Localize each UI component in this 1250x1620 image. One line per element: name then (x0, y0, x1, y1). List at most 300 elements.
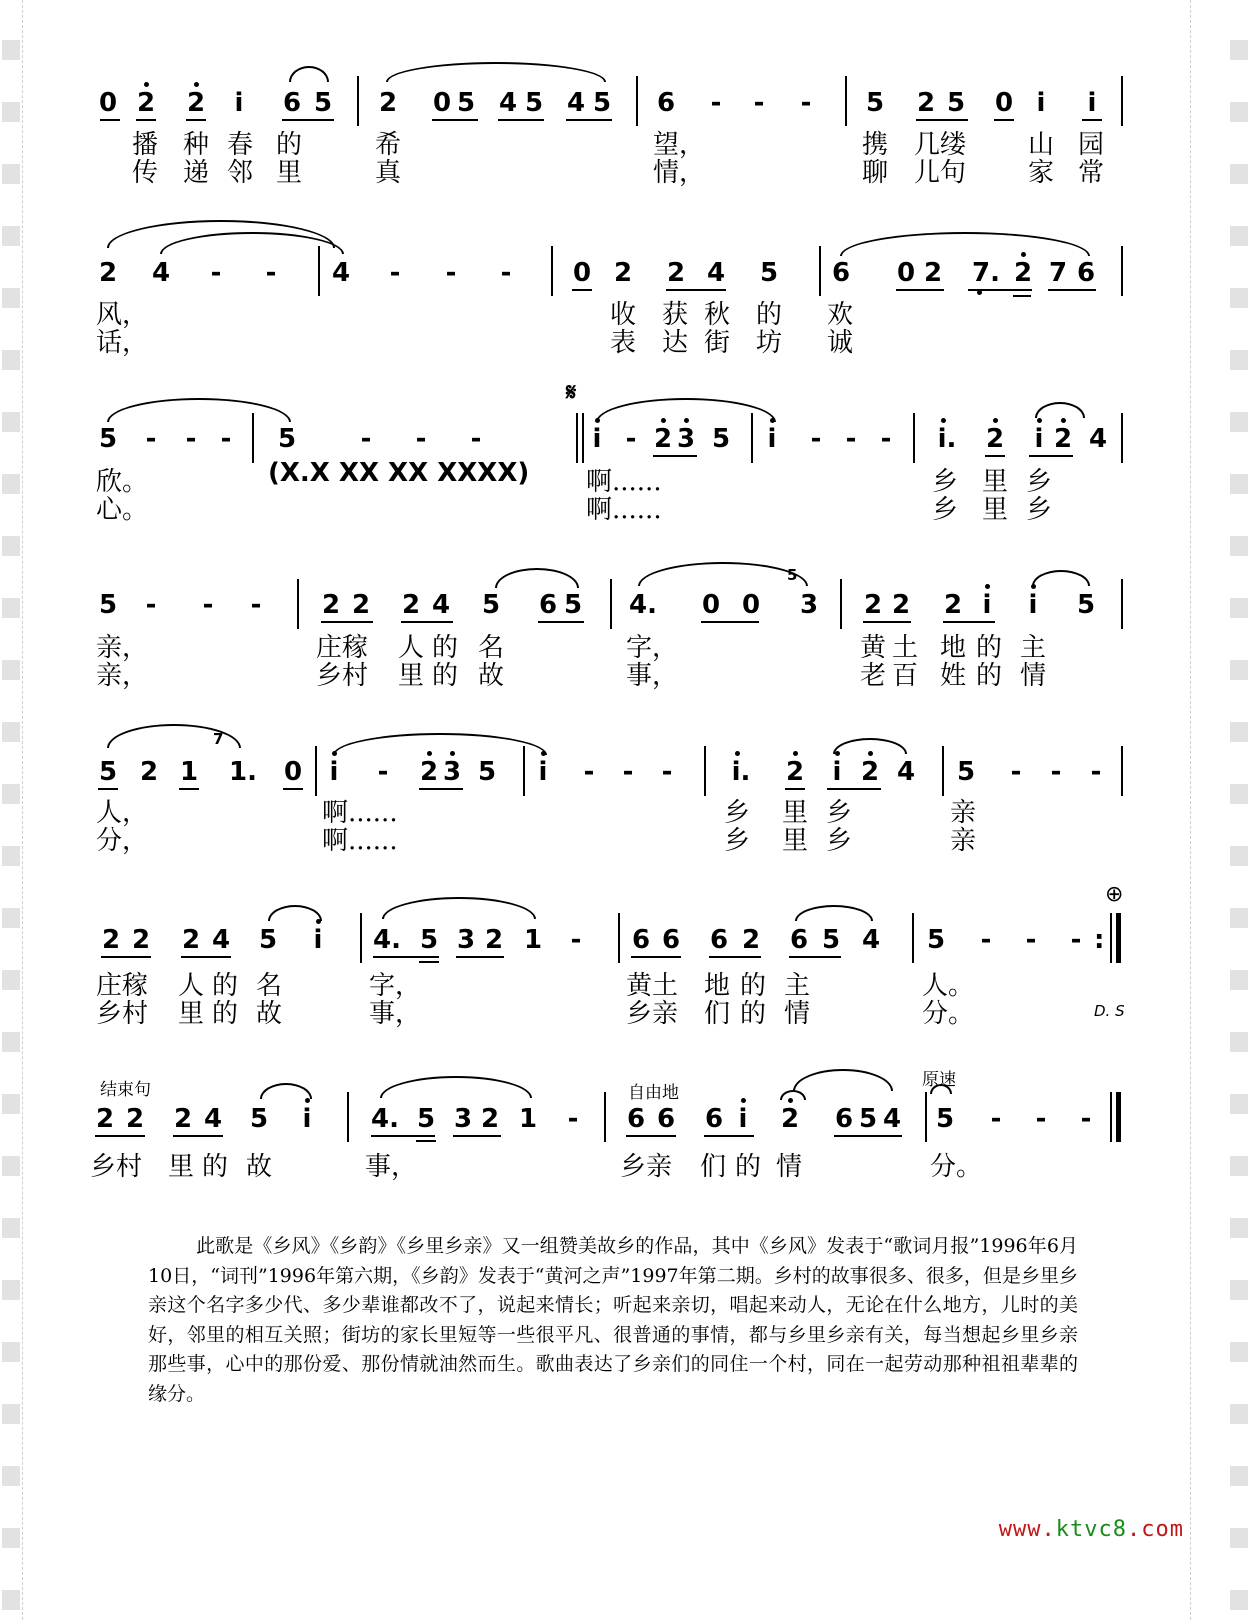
lyric: 邻 (227, 158, 254, 188)
site-watermark: www.ktvc8.com (998, 1517, 1184, 1542)
slur (793, 1069, 893, 1091)
note: 2 (125, 1104, 145, 1134)
lyric: 乡 (724, 826, 751, 856)
lyric: 里 (782, 798, 809, 828)
note: 1 (179, 757, 199, 787)
lyric: 情 (776, 1152, 803, 1182)
barline (347, 1092, 349, 1142)
note: i (1022, 590, 1044, 620)
barline (925, 1092, 927, 1142)
slur (268, 905, 322, 921)
note: i (586, 424, 608, 454)
lyric: 种 (183, 130, 210, 160)
note: 0 (741, 590, 761, 620)
lyric: 的 (976, 661, 1003, 691)
note: - (145, 424, 157, 454)
note: 5 (98, 590, 118, 620)
note: 5 (419, 925, 439, 955)
lyric: 里 (982, 467, 1009, 497)
note: 4 (1088, 424, 1108, 454)
slur (107, 398, 291, 422)
note: 5 (592, 88, 612, 118)
note: 2 (613, 258, 633, 288)
lyric: 乡村 (96, 999, 149, 1029)
note: 4 (498, 88, 518, 118)
fermata-icon (780, 1090, 806, 1100)
note: 6 (831, 258, 851, 288)
lyric: 山 (1028, 130, 1055, 160)
barline (704, 746, 706, 796)
note: 5 (277, 424, 297, 454)
lyric: 心。 (96, 495, 149, 525)
lyric: 街 (704, 328, 731, 358)
note: 6 (704, 1104, 724, 1134)
lyric: 字， (369, 971, 422, 1001)
lyric: 啊...... (322, 798, 398, 828)
slur (380, 1076, 532, 1098)
lyric: 乡 (1026, 467, 1053, 497)
right-margin-line (1190, 0, 1191, 1620)
note: i (1087, 88, 1097, 118)
note: 2 (741, 925, 761, 955)
final-barline (1116, 913, 1121, 963)
note: 5 (865, 88, 885, 118)
lyric: 人， (96, 798, 149, 828)
lyric: 分。 (922, 999, 975, 1029)
note: - (661, 757, 673, 787)
lyric: 的 (976, 633, 1003, 663)
lyric: 乡村 (90, 1152, 143, 1182)
note: - (1050, 757, 1062, 787)
lyric: 主 (1020, 633, 1047, 663)
note: 2 (484, 925, 504, 955)
lyric: 土 (892, 633, 919, 663)
lyric: 坊 (756, 328, 783, 358)
note: 2 (95, 1104, 115, 1134)
note: 6 (656, 88, 676, 118)
lyric: 常 (1078, 158, 1105, 188)
barline (1121, 246, 1123, 296)
barline (1121, 76, 1123, 126)
lyric: 分。 (930, 1152, 983, 1182)
note: 0 (994, 88, 1014, 118)
barline (913, 413, 915, 463)
note: 0 (432, 88, 452, 118)
lyric: 的 (740, 999, 767, 1029)
lyric: 的 (740, 971, 767, 1001)
barline (636, 76, 638, 126)
lyric: 名 (256, 971, 283, 1001)
note: - (810, 424, 822, 454)
note: 4 (211, 925, 231, 955)
barline (819, 246, 821, 296)
lyric: 家 (1028, 158, 1055, 188)
lyric: 们 (700, 1152, 727, 1182)
grace-note: 5 (787, 566, 798, 584)
note: 5 (98, 424, 118, 454)
note: - (880, 424, 892, 454)
slur (638, 562, 808, 586)
note: 2 (131, 925, 151, 955)
note: 5 (935, 1104, 955, 1134)
note: 2 (401, 590, 421, 620)
lyric: 的 (276, 130, 303, 160)
slur (260, 1083, 312, 1099)
note: i (323, 757, 345, 787)
song-description (148, 1232, 1078, 1410)
note: i (976, 590, 998, 620)
note: 1. (229, 757, 257, 787)
lyric: 地 (704, 971, 731, 1001)
note: 6 (626, 1104, 646, 1134)
note: i. (726, 757, 756, 787)
note: i (234, 88, 244, 118)
lyric: 话， (96, 328, 149, 358)
note: 4 (896, 757, 916, 787)
lyric: 乡亲 (620, 1152, 673, 1182)
lyric: 人 (178, 971, 205, 1001)
segno-sign: 𝄋 (566, 378, 577, 406)
note: 2 (378, 88, 398, 118)
note: 5 (416, 1104, 436, 1134)
left-margin-watermark (2, 0, 20, 1620)
lyric: 字， (626, 633, 679, 663)
note: - (845, 424, 857, 454)
note: i. (932, 424, 962, 454)
note: 5 (249, 1104, 269, 1134)
lyric: 收 (610, 300, 637, 330)
note: 2 (1053, 424, 1073, 454)
lyric: 事， (365, 1152, 418, 1182)
note: i (307, 925, 329, 955)
barline (1121, 413, 1123, 463)
lyric: 获 (662, 300, 689, 330)
note: 5 (456, 88, 476, 118)
note: 5 (759, 258, 779, 288)
lyric: 望， (653, 130, 706, 160)
lyric: 乡 (724, 798, 751, 828)
note: 2 (985, 424, 1005, 454)
note: 1 (523, 925, 543, 955)
lyric: 百 (892, 661, 919, 691)
lyric: 里 (276, 158, 303, 188)
lyric: 亲， (96, 661, 149, 691)
lyric: 欣。 (96, 467, 149, 497)
lyric: 的 (432, 661, 459, 691)
note: 4. (373, 925, 401, 955)
lyric: 事， (369, 999, 422, 1029)
barline (1121, 579, 1123, 629)
slur (1035, 402, 1085, 418)
lyric: 里 (982, 495, 1009, 525)
lyric: 希 (375, 130, 402, 160)
lyric: 亲 (950, 826, 977, 856)
slur (289, 66, 329, 82)
note: - (377, 757, 389, 787)
note: 2 (98, 258, 118, 288)
lyric: 老 (860, 661, 887, 691)
note: 2 (136, 88, 156, 118)
note: 2 (923, 258, 943, 288)
note: - (1080, 1104, 1092, 1134)
barline (610, 579, 612, 629)
lyric: 递 (183, 158, 210, 188)
lyric: 庄稼 (316, 633, 369, 663)
note: 5 (98, 757, 118, 787)
note: 0 (701, 590, 721, 620)
barline (840, 579, 842, 629)
barline (357, 76, 359, 126)
lyric: 里 (782, 826, 809, 856)
barline (942, 746, 944, 796)
final-barline (1116, 1092, 1121, 1142)
lyric: 啊...... (586, 495, 662, 525)
lyric: 里 (168, 1152, 195, 1182)
lyric: 亲 (950, 798, 977, 828)
note: - (202, 590, 214, 620)
note: 3 (453, 1104, 473, 1134)
lyric: 啊...... (322, 826, 398, 856)
note: - (625, 424, 637, 454)
note: i (532, 757, 554, 787)
note: - (710, 88, 722, 118)
lyric: 的 (735, 1152, 762, 1182)
note: 2 (653, 424, 673, 454)
note: - (185, 424, 197, 454)
lyric: 乡 (826, 798, 853, 828)
note: i (826, 757, 848, 787)
note: 4 (151, 258, 171, 288)
note: 3 (799, 590, 819, 620)
note: 4. (371, 1104, 399, 1134)
slur (596, 398, 776, 422)
lyric: 几缕 (914, 130, 967, 160)
note: 7 (1048, 258, 1068, 288)
note: 6 (834, 1104, 854, 1134)
note: - (415, 424, 427, 454)
slur (795, 905, 873, 921)
note: 4 (861, 925, 881, 955)
lyric: 表 (610, 328, 637, 358)
note: 2 (139, 757, 159, 787)
barline (523, 746, 525, 796)
note: 5 (946, 88, 966, 118)
barline (551, 246, 553, 296)
note: i (1028, 424, 1050, 454)
note: 1 (518, 1104, 538, 1134)
slur (495, 568, 579, 588)
barline (1110, 1092, 1112, 1142)
lyric: 乡 (1026, 495, 1053, 525)
lyric: 故 (246, 1152, 273, 1182)
note: 2 (173, 1104, 193, 1134)
barline (751, 413, 753, 463)
note: 0 (896, 258, 916, 288)
note: 4 (566, 88, 586, 118)
note: 0 (572, 258, 592, 288)
note: 6 (661, 925, 681, 955)
lyric: 故 (256, 999, 283, 1029)
rhythm-interlude: (X.X XX XX XXXX) (268, 458, 530, 488)
note: 2 (780, 1104, 800, 1134)
lyric: 欢 (827, 300, 854, 330)
lyric: 乡亲 (626, 999, 679, 1029)
lyric: 的 (432, 633, 459, 663)
note: 5 (926, 925, 946, 955)
note: - (622, 757, 634, 787)
note: i (296, 1104, 318, 1134)
note: 2 (943, 590, 963, 620)
lyric: 乡 (932, 495, 959, 525)
note: 2 (321, 590, 341, 620)
lyric: 聊 (862, 158, 889, 188)
note: 2 (351, 590, 371, 620)
tempo-label: 原速 (922, 1070, 956, 1090)
note: - (800, 88, 812, 118)
barline (1110, 913, 1112, 963)
lyric: 诚 (827, 328, 854, 358)
note: - (753, 88, 765, 118)
note: 5 (858, 1104, 878, 1134)
lyric: 儿句 (914, 158, 967, 188)
barline (576, 413, 578, 463)
note: 6 (282, 88, 302, 118)
lyric: 播 (132, 130, 159, 160)
note: 5 (563, 590, 583, 620)
lyric: 啊...... (586, 467, 662, 497)
note: 2 (419, 757, 439, 787)
note: - (1010, 757, 1022, 787)
right-margin-watermark (1230, 0, 1248, 1620)
note: - (1035, 1104, 1047, 1134)
note: 3 (676, 424, 696, 454)
slur (386, 62, 606, 82)
lyric: 情， (653, 158, 706, 188)
slur (1032, 570, 1090, 586)
lyric: 达 (662, 328, 689, 358)
note: - (360, 424, 372, 454)
lyric: 风， (96, 300, 149, 330)
lyric: 春 (227, 130, 254, 160)
barline (604, 1092, 606, 1142)
lyric: 主 (784, 971, 811, 1001)
note: 5 (481, 590, 501, 620)
lyric: 乡村 (316, 661, 369, 691)
grace-note: 7 (213, 730, 224, 748)
coda-sign: ⊕ (1105, 882, 1124, 907)
note: 5 (711, 424, 731, 454)
note: 7. (968, 258, 1004, 288)
slur (833, 738, 907, 754)
note: 4. (629, 590, 657, 620)
lyric: 人。 (922, 971, 975, 1001)
lyric: 事， (626, 661, 679, 691)
note: - (389, 258, 401, 288)
slur (840, 232, 1090, 256)
note: - (445, 258, 457, 288)
note: 4 (882, 1104, 902, 1134)
note: 6 (709, 925, 729, 955)
lyric: 亲， (96, 633, 149, 663)
note: 4 (203, 1104, 223, 1134)
barline (297, 579, 299, 629)
barline (845, 76, 847, 126)
barline (582, 413, 584, 463)
note: 6 (538, 590, 558, 620)
lyric: 里 (398, 661, 425, 691)
lyric: 姓 (940, 661, 967, 691)
lyric: 乡 (932, 467, 959, 497)
lyric: 的 (202, 1152, 229, 1182)
slur (107, 724, 241, 748)
note: 5 (313, 88, 333, 118)
note: i (1036, 88, 1046, 118)
note: - (220, 424, 232, 454)
slur (333, 733, 547, 755)
note: i (732, 1104, 754, 1134)
note: 6 (1076, 258, 1096, 288)
barline (1121, 746, 1123, 796)
left-margin-line (22, 0, 23, 1620)
lyric: 的 (212, 999, 239, 1029)
free-tempo-label: 自由地 (628, 1083, 679, 1103)
note: 5 (821, 925, 841, 955)
note: - (570, 925, 582, 955)
lyric: 情 (1020, 661, 1047, 691)
note: 3 (442, 757, 462, 787)
lyric: 情 (784, 999, 811, 1029)
note: 5 (524, 88, 544, 118)
lyric: 秋 (704, 300, 731, 330)
note: 2 (863, 590, 883, 620)
lyric: 传 (132, 158, 159, 188)
note: 5 (258, 925, 278, 955)
barline (912, 913, 914, 963)
note: 5 (477, 757, 497, 787)
ending-label: 结束句 (100, 1080, 151, 1100)
note: - (1025, 925, 1037, 955)
lyric: 们 (704, 999, 731, 1029)
note: 2 (181, 925, 201, 955)
note: - (990, 1104, 1002, 1134)
description-text: 此歌是《乡风》《乡韵》《乡里乡亲》又一组赞美故乡的作品，其中《乡风》发表于“歌词月报”1996年6月10日，“词刊”1996年第六期，《乡韵》发表于“黄河之声”1997年第二期。乡村的故事很多、很多，但是乡里乡亲这个名字多少代、多少辈谁都改不了，说起来情长；听起来亲切，唱起来动人，无论在什么地方，儿时的美好，邻里的相互关照；街坊的家长里短等一些很平凡、很普通的事情，都与乡里乡亲有关，每当想起乡里乡亲那些事，心中的那份爱、那份情就油然而生。歌曲表达了乡亲们的同住一个村，同在一起劳动那种祖祖辈辈的缘分。 (148, 1235, 1078, 1405)
note: - (583, 757, 595, 787)
repeat-dots: : (1094, 925, 1105, 955)
note: 2 (1013, 258, 1033, 288)
lyric: 乡 (826, 826, 853, 856)
barline (252, 413, 254, 463)
note: 2 (186, 88, 206, 118)
lyric: 分， (96, 826, 149, 856)
lyric: 人 (398, 633, 425, 663)
note: 5 (1076, 590, 1096, 620)
note: 2 (480, 1104, 500, 1134)
note: 2 (860, 757, 880, 787)
note: 6 (656, 1104, 676, 1134)
lyric: 的 (212, 971, 239, 1001)
lyric: 真 (375, 158, 402, 188)
lyric: 地 (940, 633, 967, 663)
lyric: 里 (178, 999, 205, 1029)
note: 3 (456, 925, 476, 955)
note: 4 (331, 258, 351, 288)
note: 6 (789, 925, 809, 955)
note: - (470, 424, 482, 454)
note: - (250, 590, 262, 620)
note: - (980, 925, 992, 955)
note: 4 (431, 590, 451, 620)
note: 2 (785, 757, 805, 787)
